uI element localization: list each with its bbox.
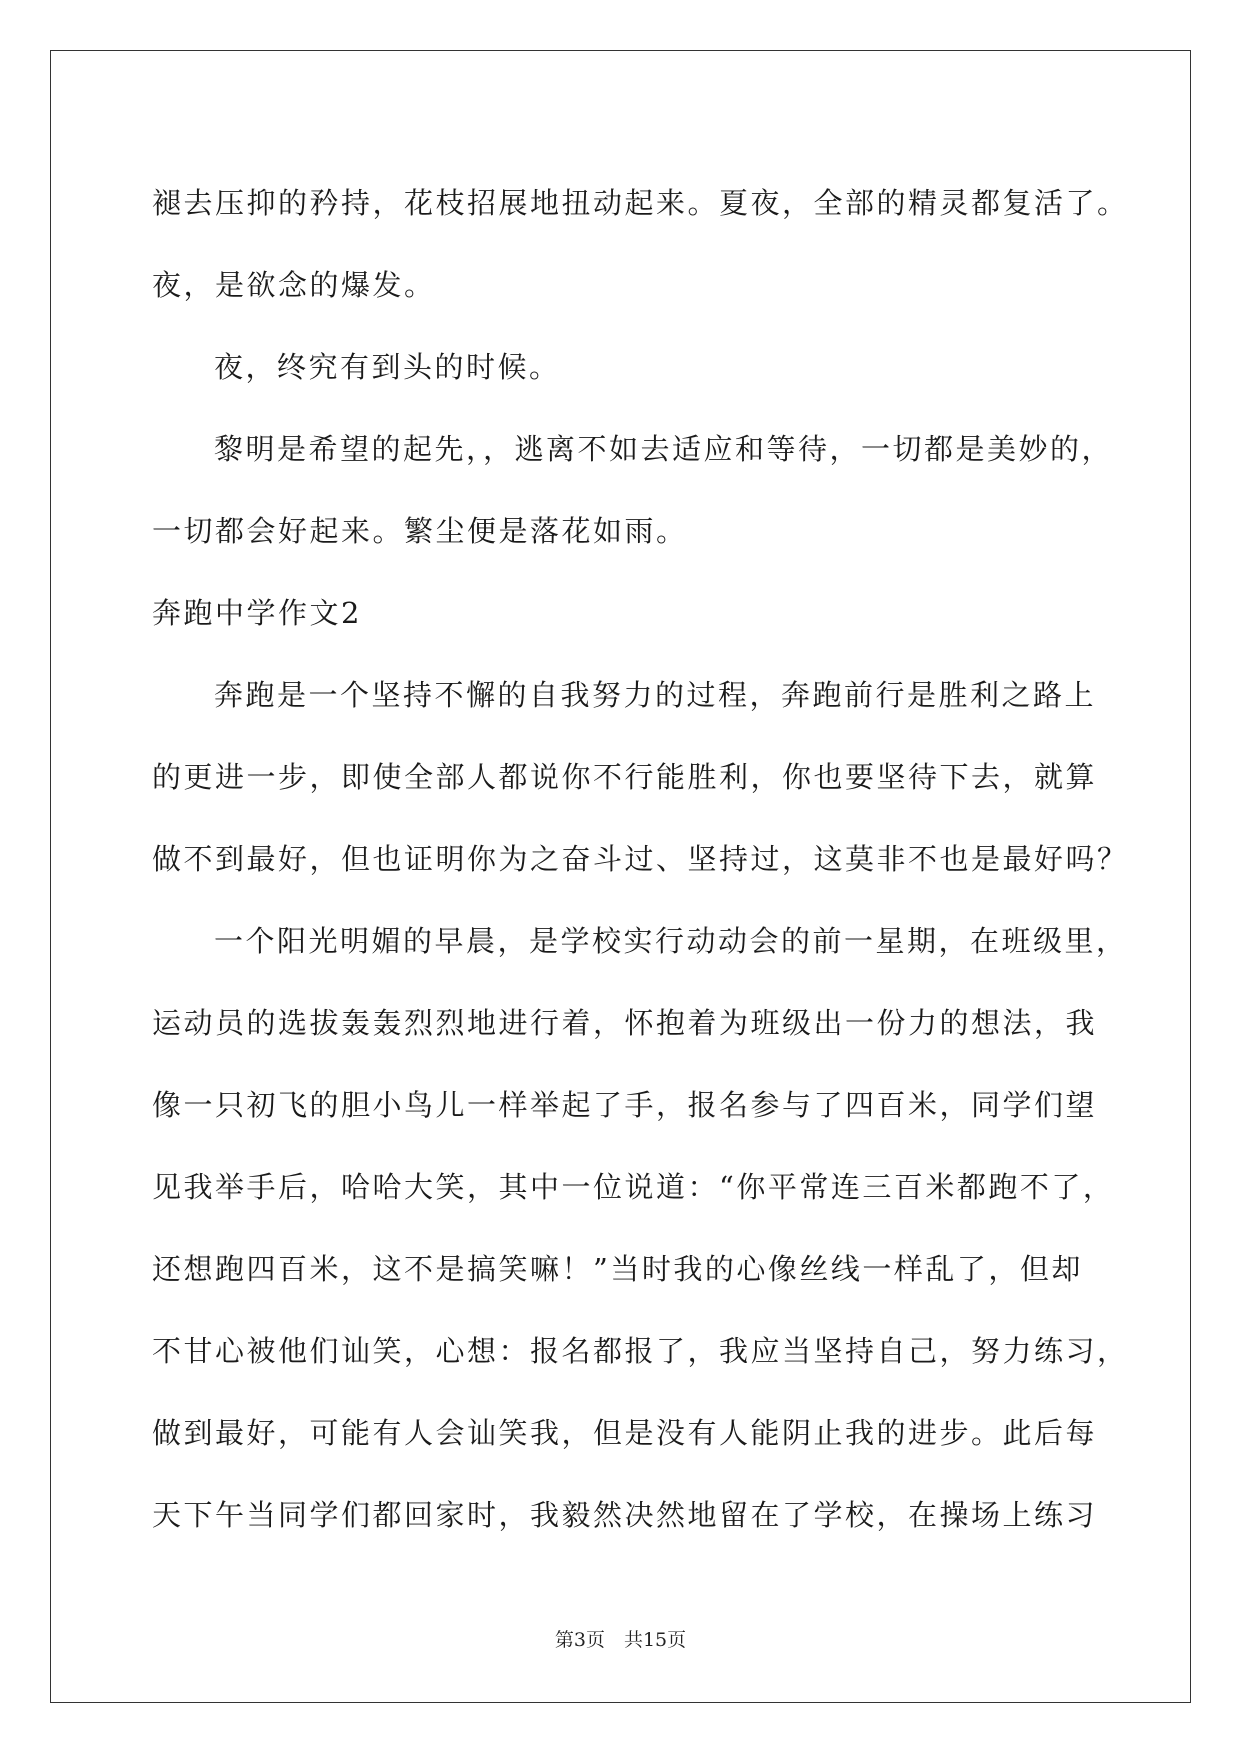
text-line: 天下午当同学们都回家时，我毅然决然地留在了学校，在操场上练习 — [152, 1498, 1098, 1532]
text-line: 运动员的选拔轰轰烈烈地进行着，怀抱着为班级出一份力的想法，我 — [152, 1006, 1098, 1040]
text-line: 奔跑是一个坚持不懈的自我努力的过程，奔跑前行是胜利之路上 — [214, 678, 1097, 712]
text-line: 的更进一步，即使全部人都说你不行能胜利，你也要坚待下去，就算 — [152, 760, 1098, 794]
document-body — [152, 162, 1129, 1556]
page-number: 第3页 共15页 — [554, 1629, 687, 1651]
text-line: 还想跑四百米，这不是搞笑嘛！”当时我的心像丝线一样乱了，但却 — [152, 1252, 1083, 1286]
section-heading: 奔跑中学作文2 — [152, 596, 362, 630]
text-line: 夜，终究有到头的时候。 — [214, 350, 561, 384]
text-line: 一个阳光明媚的早晨，是学校实行动动会的前一星期，在班级里， — [214, 924, 1128, 958]
text-line: 褪去压抑的矜持，花枝招展地扭动起来。夏夜，全部的精灵都复活了。 — [152, 186, 1129, 220]
text-line: 做不到最好，但也证明你为之奋斗过、坚持过，这莫非不也是最好吗？ — [152, 842, 1129, 876]
text-line: 像一只初飞的胆小鸟儿一样举起了手，报名参与了四百米，同学们望 — [152, 1088, 1098, 1122]
text-line: 黎明是希望的起先，，逃离不如去适应和等待，一切都是美妙的， — [214, 432, 1114, 466]
text-line: 一切都会好起来。繁尘便是落花如雨。 — [152, 514, 688, 548]
text-line: 做到最好，可能有人会讪笑我，但是没有人能阴止我的进步。此后每 — [152, 1416, 1098, 1450]
text-line: 夜，是欲念的爆发。 — [152, 268, 436, 302]
text-line: 见我举手后，哈哈大笑，其中一位说道：“你平常连三百米都跑不了， — [152, 1170, 1115, 1204]
text-line: 不甘心被他们讪笑，心想：报名都报了，我应当坚持自己，努力练习， — [152, 1334, 1129, 1368]
